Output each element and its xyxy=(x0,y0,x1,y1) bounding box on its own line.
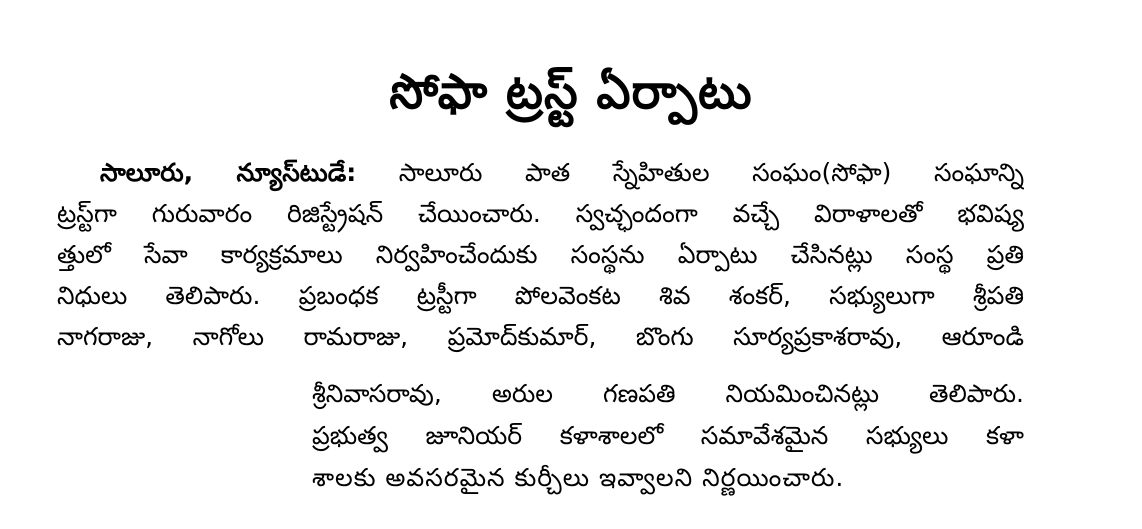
headline: సోఫా ట్రస్ట్ ఏర్పాటు xyxy=(389,64,753,120)
dateline: సాలూరు, న్యూస్‌టుడే: xyxy=(100,158,357,187)
body-line-6: శ్రీనివాసరావు, అరుల గణపతి నియమించినట్లు తెలిపారు. xyxy=(312,379,1024,408)
body-line-2: ట్రస్ట్‌గా గురువారం రిజిస్ట్రేషన్ చేయించారు. స్వచ్ఛందంగా వచ్చే విరాళాలతో భవిష్య xyxy=(57,199,1024,228)
body-line-3: త్తులో సేవా కార్యక్రమాలు నిర్వహించేందుకు సంస్థను ఏర్పాటు చేసినట్లు సంస్థ ప్రతి xyxy=(57,240,1024,269)
body-line-5: నాగరాజు, నాగోలు రామరాజు, ప్రమోద్‌కుమార్, బొంగు సూర్యప్రకాశరావు, ఆరూండి xyxy=(57,322,1024,351)
body-line-4: నిధులు తెలిపారు. ప్రబంధక ట్రస్టీగా పోలవెంకట శివ శంకర్, సభ్యులుగా శ్రీపతి xyxy=(57,281,1024,310)
body-line-1 xyxy=(100,154,1024,192)
body-line-8: శాలకు అవసరమైన కుర్చీలు ఇవ్వాలని నిర్ణయించారు. xyxy=(312,463,845,492)
body-line-7: ప్రభుత్వ జూనియర్ కళాశాలలో సమావేశమైన సభ్యులు కళా xyxy=(312,421,1024,450)
body-line-1-text: సాలూరు పాత స్నేహితుల సంఘం(సోఫా) సంఘాన్ని xyxy=(356,158,1024,187)
